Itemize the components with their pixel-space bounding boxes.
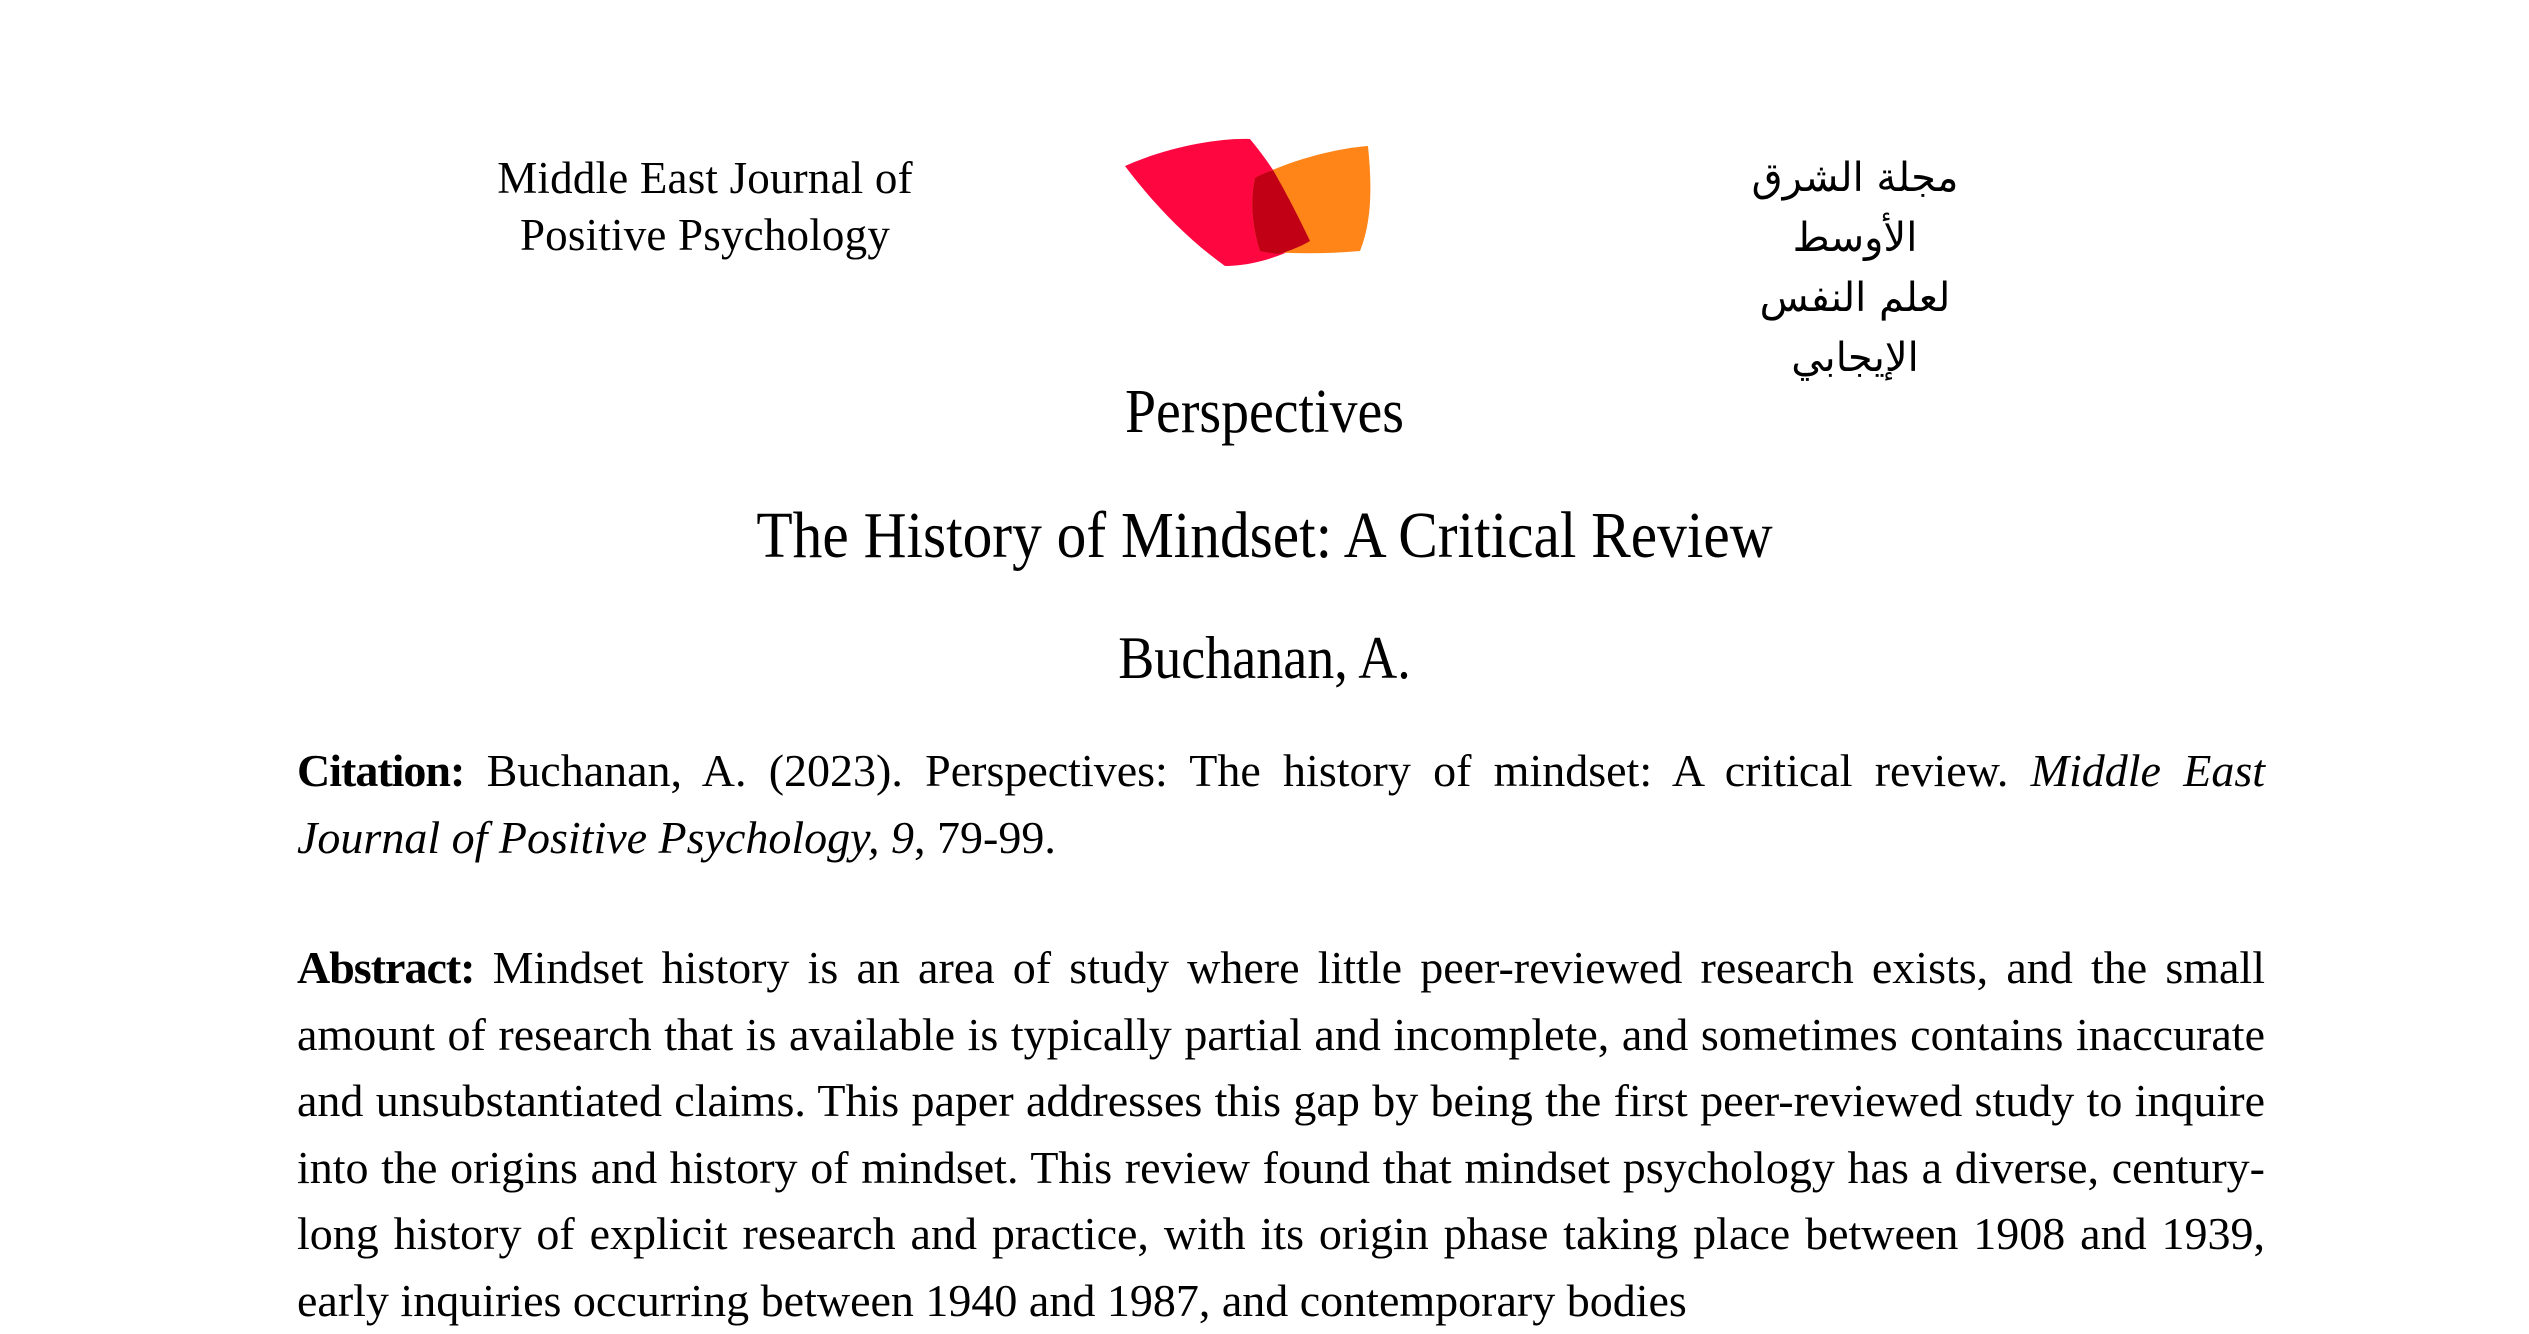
- section-label: Perspectives: [1125, 378, 1404, 446]
- journal-name-en-line-1: Middle East Journal of: [497, 153, 913, 203]
- abstract-label: Abstract:: [297, 942, 475, 993]
- citation-journal: Middle East Journal of Positive Psychology, 9: [297, 745, 2266, 863]
- journal-name-arabic: [1690, 148, 2020, 388]
- citation-label: Citation:: [297, 745, 465, 796]
- journal-name-ar-line-2: لعلم النفس الإيجابي: [1759, 275, 1951, 381]
- abstract-paragraph: [297, 935, 2265, 1334]
- journal-name-en-line-2: Positive Psychology: [519, 210, 891, 260]
- author-name: Buchanan, A.: [1118, 625, 1411, 691]
- journal-name-ar-line-1: مجلة الشرق الأوسط: [1751, 155, 1959, 261]
- abstract-text: Mindset history is an area of study where little peer-reviewed research exists, and the small amount of research that is available is typically partial and incomplete, and sometimes contains inaccurate and unsubstantiated claims. This paper addresses this gap by being the first peer-reviewed study to inquire into the origins and history of mindset. This review found that mindset psychology has a diverse, century-long history of explicit research and practice, with its origin phase taking place between 1908 and 1939, early inquiries occurring between 1940 and 1987, and contemporary bodies: [297, 942, 2265, 1326]
- citation-pages: , 79-99.: [914, 811, 1056, 863]
- journal-name-english: [470, 150, 940, 264]
- article-title: The History of Mindset: A Critical Review: [756, 499, 1773, 572]
- citation-text: Buchanan, A. (2023). Perspectives: The history of mindset: A critical review.: [464, 745, 2031, 796]
- citation-paragraph: [297, 738, 2265, 871]
- journal-logo-icon: [1110, 136, 1380, 271]
